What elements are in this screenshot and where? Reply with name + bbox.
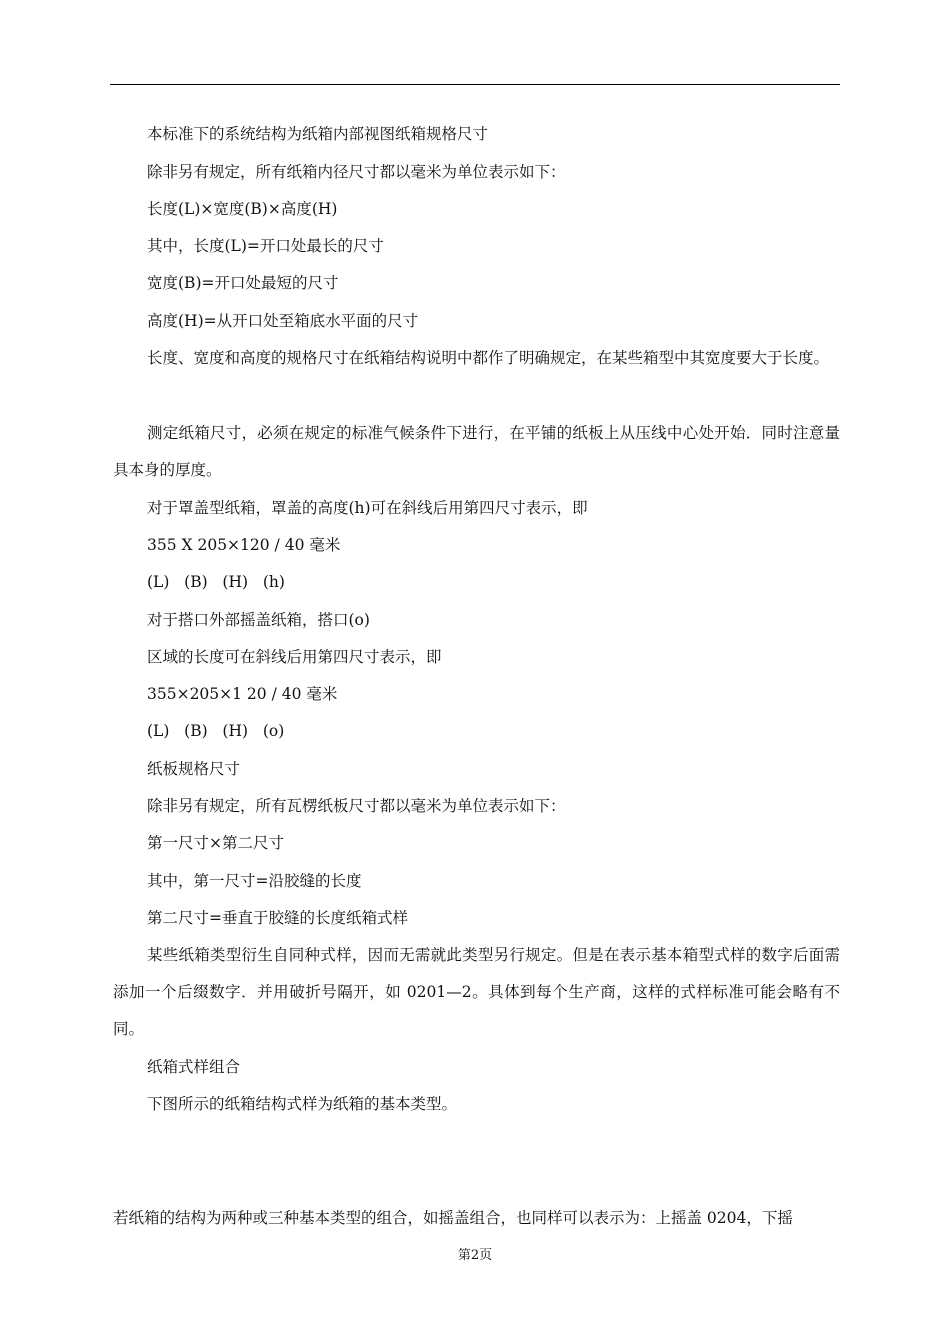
text-line: 第二尺寸=垂直于胶缝的长度纸箱式样: [147, 909, 408, 927]
text-line: 第一尺寸×第二尺寸: [147, 834, 284, 852]
header-rule: [110, 84, 840, 85]
text-line: 其中，长度(L)=开口处最长的尺寸: [147, 237, 384, 255]
text-line: 除非另有规定，所有纸箱内径尺寸都以毫米为单位表示如下：: [147, 163, 566, 181]
section-heading: 纸板规格尺寸: [147, 760, 241, 778]
text-line: 长度(L)×宽度(B)×高度(H): [147, 200, 338, 218]
text-line: 宽度(B)=开口处最短的尺寸: [147, 274, 339, 292]
formula-labels: (L) (B) (H) (h): [147, 573, 285, 591]
text-line: 其中，第一尺寸=沿胶缝的长度: [147, 872, 362, 890]
page-number: 第2页: [457, 1248, 493, 1263]
formula-line: 355×205×1 20 / 40 毫米: [147, 685, 338, 703]
section-heading: 纸箱式样组合: [147, 1058, 241, 1076]
text-line: 高度(H)=从开口处至箱底水平面的尺寸: [147, 312, 419, 330]
formula-line: 355 X 205×120 / 40 毫米: [147, 536, 341, 554]
paragraph: 某些纸箱类型衍生自同种式样，因而无需就此类型另行规定。但是在表示基本箱型式样的数字后面需添加一个后缀数字．并用破折号隔开，如 0201—2。具体到每个生产商，这样的式样标准可能会略有不同。: [113, 946, 840, 1038]
text-line: 下图所示的纸箱结构式样为纸箱的基本类型。: [147, 1095, 458, 1113]
text-line: 对于搭口外部摇盖纸箱，搭口(o): [147, 611, 370, 629]
paragraph: 测定纸箱尺寸，必须在规定的标准气候条件下进行，在平铺的纸板上从压线中心处开始．同时注意量具本身的厚度。: [113, 424, 840, 479]
text-line: 本标准下的系统结构为纸箱内部视图纸箱规格尺寸: [147, 125, 489, 143]
text-line: 区域的长度可在斜线后用第四尺寸表示，即: [147, 648, 442, 666]
text-line: 除非另有规定，所有瓦楞纸板尺寸都以毫米为单位表示如下：: [147, 797, 566, 815]
text-line: 对于罩盖型纸箱，罩盖的高度(h)可在斜线后用第四尺寸表示，即: [147, 499, 588, 517]
paragraph: 长度、宽度和高度的规格尺寸在纸箱结构说明中都作了明确规定，在某些箱型中其宽度要大于长度。: [147, 349, 830, 367]
formula-labels: (L) (B) (H) (o): [147, 722, 285, 740]
text-line: 若纸箱的结构为两种或三种基本类型的组合，如摇盖组合，也同样可以表示为：上摇盖 0204，下摇: [113, 1209, 793, 1227]
